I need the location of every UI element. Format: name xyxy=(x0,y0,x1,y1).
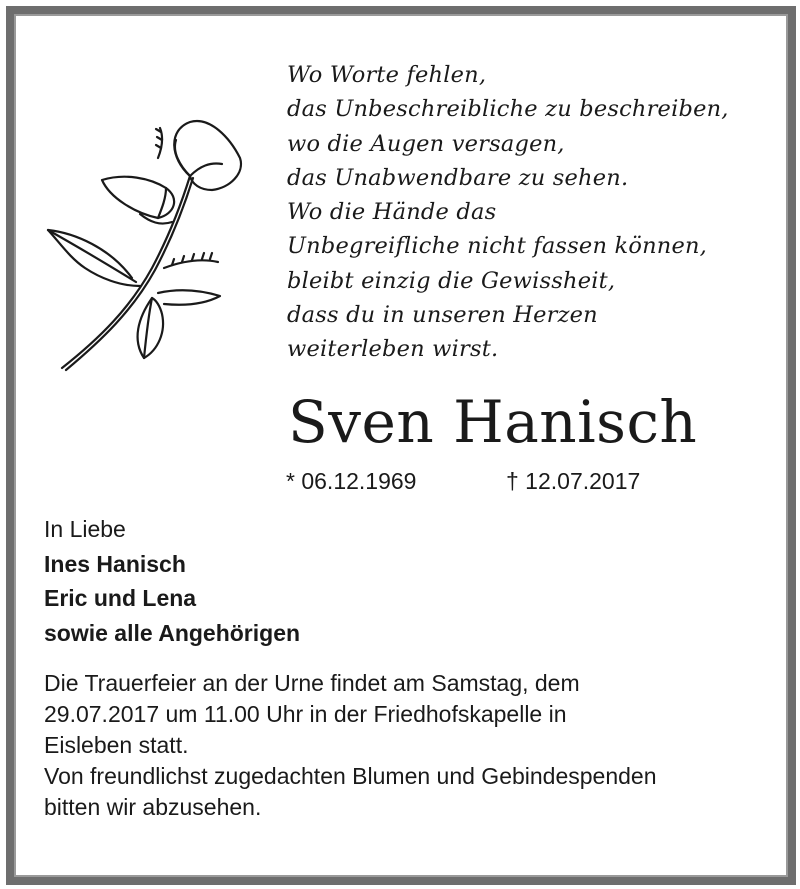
calla-lily-flower-icon xyxy=(40,118,250,378)
mourners-signoff xyxy=(44,512,300,650)
poem-line: wo die Augen versagen, xyxy=(287,130,565,157)
mourner-name: Eric und Lena xyxy=(44,585,197,611)
deceased-name: Sven Hanisch xyxy=(288,388,698,456)
notice-line: 29.07.2017 um 11.00 Uhr in der Friedhofskapelle in xyxy=(44,701,567,727)
poem-line: weiterleben wirst. xyxy=(287,336,499,363)
poem-line: Wo Worte fehlen, xyxy=(287,62,487,88)
poem-line: bleibt einzig die Gewissheit, xyxy=(287,267,616,294)
funeral-notice xyxy=(44,668,657,823)
poem-line: das Unbeschreibliche zu beschreiben, xyxy=(287,96,729,123)
notice-line: Von freundlichst zugedachten Blumen und Gebindespenden xyxy=(44,763,657,789)
notice-line: Eisleben statt. xyxy=(44,732,189,758)
poem-line: dass du in unseren Herzen xyxy=(287,302,598,329)
poem-line: Wo die Hände das xyxy=(287,199,497,226)
poem-line: das Unabwendbare zu sehen. xyxy=(287,164,629,191)
mourner-name: Ines Hanisch xyxy=(44,550,186,577)
notice-line: Die Trauerfeier an der Urne findet am Samstag, dem xyxy=(44,670,580,696)
mourner-name: sowie alle Angehörigen xyxy=(44,619,301,646)
poem-line: Unbegreifliche nicht fassen können, xyxy=(287,233,708,260)
memorial-poem xyxy=(287,58,729,367)
birth-date: * 06.12.1969 xyxy=(286,468,417,494)
death-date: † 12.07.2017 xyxy=(506,468,641,494)
signoff-intro: In Liebe xyxy=(44,516,126,542)
notice-line: bitten wir abzusehen. xyxy=(44,794,262,820)
